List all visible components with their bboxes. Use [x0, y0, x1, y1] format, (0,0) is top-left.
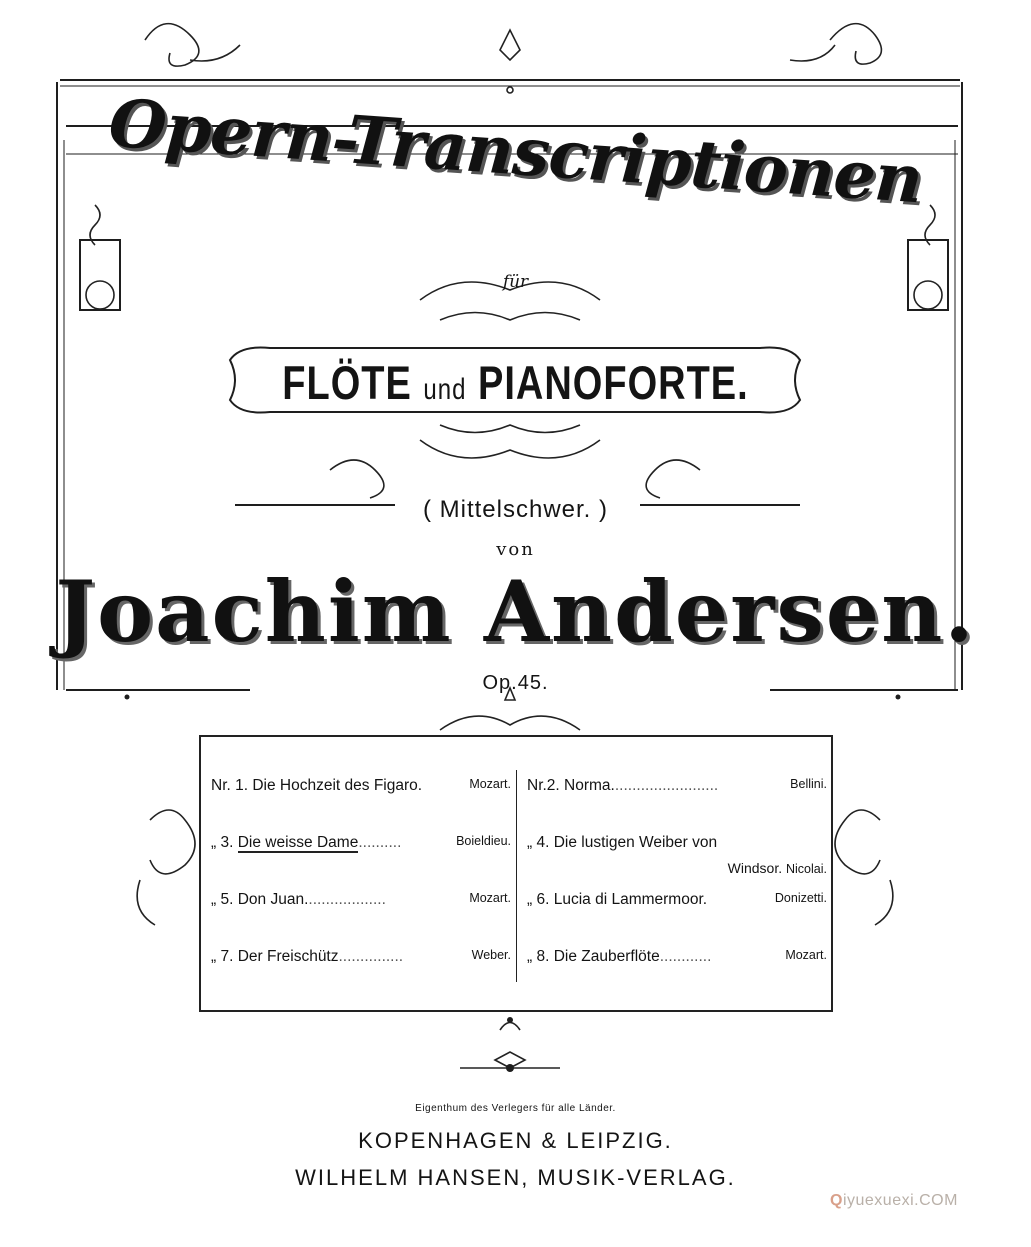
contents-box [199, 735, 833, 1012]
difficulty-label: ( Mittelschwer. ) [422, 496, 609, 523]
for-label: für [502, 272, 529, 292]
item-composer: Donizetti. [774, 891, 827, 905]
instrumentation [0, 358, 1031, 412]
opus-number: Op.45. [482, 672, 549, 694]
contents-item [527, 891, 827, 948]
item-title-continued: Windsor. [727, 860, 783, 876]
item-number: „ 5. [211, 891, 234, 908]
item-title: Die Zauberflöte [553, 948, 660, 965]
composer-name: Joachim Andersen. [55, 562, 976, 661]
item-number: Nr.2. [527, 777, 560, 794]
contents-item [527, 834, 827, 891]
item-dots: ........................ [614, 777, 719, 794]
instrument-und: und [423, 372, 467, 407]
item-dots: ............... [338, 948, 404, 965]
item-dots: .................. [308, 891, 386, 908]
item-title: Norma. [564, 777, 615, 794]
rights-notice: Eigenthum des Verlegers für alle Länder. [415, 1103, 616, 1114]
item-title: Die lustigen Weiber von [553, 834, 718, 851]
item-dots: ............ [659, 948, 712, 965]
publisher-name: WILHELM HANSEN, MUSIK-VERLAG. [295, 1165, 736, 1190]
contents-column-right [527, 777, 827, 1005]
item-number: „ 3. [211, 834, 234, 851]
contents-column-left [211, 777, 511, 1005]
site-watermark [830, 1192, 958, 1210]
item-title: Der Freischütz [237, 948, 339, 965]
instrument-piano: PIANOFORTE. [478, 357, 749, 411]
item-number: „ 8. [527, 948, 550, 965]
contents-item [211, 834, 511, 891]
watermark-logo-q: Q [830, 1192, 843, 1209]
contents-item [527, 777, 827, 834]
item-number: „ 4. [527, 834, 550, 851]
item-composer: Mozart. [469, 891, 511, 905]
instrument-flute: FLÖTE [282, 357, 412, 411]
item-dots: .......... [358, 834, 402, 851]
item-number: Nr. 1. [211, 777, 249, 794]
item-title: Lucia di Lammermoor. [553, 891, 708, 908]
watermark-text: iyuexuexi.COM [842, 1192, 958, 1209]
item-composer: Mozart. [785, 948, 827, 962]
item-composer: Nicolai. [786, 862, 827, 876]
item-composer: Weber. [471, 948, 511, 962]
contents-item [527, 948, 827, 1005]
contents-item [211, 948, 511, 1005]
contents-item [211, 891, 511, 948]
item-title: Die weisse Dame [237, 834, 359, 851]
contents-item [211, 777, 511, 834]
by-label: von [496, 539, 535, 560]
item-number: „ 6. [527, 891, 550, 908]
item-composer: Bellini. [790, 777, 827, 791]
cover-title: Opern-Transcriptionen [106, 83, 925, 219]
item-title: Don Juan. [237, 891, 309, 908]
item-title: Die Hochzeit des Figaro. [252, 777, 423, 794]
contents-divider [516, 770, 517, 982]
item-number: „ 7. [211, 948, 234, 965]
item-composer: Mozart. [469, 777, 511, 791]
publisher-cities: KOPENHAGEN & LEIPZIG. [358, 1128, 673, 1153]
item-composer: Boieldieu. [456, 834, 511, 848]
